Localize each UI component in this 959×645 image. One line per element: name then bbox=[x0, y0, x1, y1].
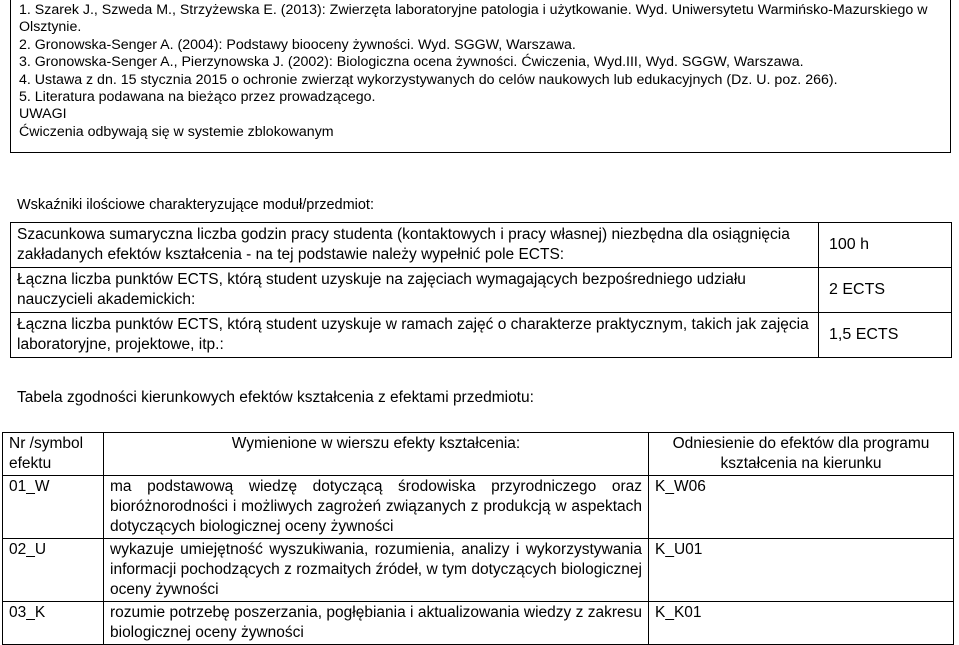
column-header-reference: Odniesienie do efektów dla programu kształcenia na kierunku bbox=[649, 433, 954, 476]
column-header-symbol: Nr /symbol efektu bbox=[3, 433, 104, 476]
effect-symbol: 02_U bbox=[3, 539, 104, 602]
table-row bbox=[3, 539, 954, 602]
literature-line: 3. Gronowska-Senger A., Pierzynowska J. (2002): Biologiczna ocena żywności. Ćwiczenia, Wyd.III, Wyd. SGGW, Warszawa. bbox=[19, 54, 804, 71]
literature-box bbox=[10, 0, 951, 153]
effect-reference: K_W06 bbox=[649, 476, 954, 539]
effect-symbol: 03_K bbox=[3, 602, 104, 645]
literature-line: 1. Szarek J., Szweda M., Strzyżewska E. (2013): Zwierzęta laboratoryjne patologia i użytkowanie. Wyd. Uniwersytetu Warmińsko-Mazurskiego w bbox=[19, 2, 928, 18]
literature-line: 2. Gronowska-Senger A. (2004): Podstawy biooceny żywności. Wyd. SGGW, Warszawa. bbox=[19, 36, 576, 53]
column-header-effects: Wymienione w wierszu efekty kształcenia: bbox=[104, 433, 649, 476]
effect-text: rozumie potrzebę poszerzania, pogłębiania i aktualizowania wiedzy z zakresu biologicznej oceny żywności bbox=[104, 602, 649, 645]
effect-reference: K_K01 bbox=[649, 602, 954, 645]
effect-text: wykazuje umiejętność wyszukiwania, rozumienia, analizy i wykorzystywania informacji pochodzących z rozmaitych źródeł, w tym dotyczących biologicznej oceny żywności bbox=[104, 539, 649, 602]
table-row bbox=[11, 313, 952, 358]
table-row bbox=[3, 476, 954, 539]
ects-value: 100 h bbox=[819, 223, 952, 268]
ects-value: 1,5 ECTS bbox=[819, 313, 952, 358]
ects-value: 2 ECTS bbox=[819, 268, 952, 313]
remarks-text: Ćwiczenia odbywają się w systemie zblokowanym bbox=[19, 123, 334, 140]
table-row bbox=[11, 223, 952, 268]
effect-text: ma podstawową wiedzę dotyczącą środowiska przyrodniczego oraz bioróżnorodności i możliwych zagrożeń związanych z produkcją w aspektach dotyczących biologicznej oceny żywności bbox=[104, 476, 649, 539]
ects-label: Szacunkowa sumaryczna liczba godzin pracy studenta (kontaktowych i pracy własnej) niezbędna dla osiągnięcia zakładanych efektów kształcenia - na tej podstawie należy wypełnić pole ECTS: bbox=[11, 223, 819, 268]
table-row bbox=[3, 602, 954, 645]
ects-label: Łączna liczba punktów ECTS, którą student uzyskuje na zajęciach wymagających bezpośredniego udziału nauczycieli akademickich: bbox=[11, 268, 819, 313]
literature-line: Olsztynie. bbox=[19, 19, 82, 36]
indicators-heading: Wskaźniki ilościowe charakteryzujące moduł/przedmiot: bbox=[17, 197, 374, 213]
effect-reference: K_U01 bbox=[649, 539, 954, 602]
compliance-heading: Tabela zgodności kierunkowych efektów kształcenia z efektami przedmiotu: bbox=[17, 389, 534, 406]
ects-label: Łączna liczba punktów ECTS, którą student uzyskuje w ramach zajęć o charakterze praktycznym, takich jak zajęcia laboratoryjne, projektowe, itp.: bbox=[11, 313, 819, 358]
table-row bbox=[11, 268, 952, 313]
effect-symbol: 01_W bbox=[3, 476, 104, 539]
table-header-row bbox=[3, 433, 954, 476]
remarks-heading: UWAGI bbox=[19, 106, 67, 123]
ects-table bbox=[10, 222, 952, 358]
literature-line: 4. Ustawa z dn. 15 stycznia 2015 o ochronie zwierząt wykorzystywanych do celów naukowych lub edukacyjnych (Dz. U. poz. 266). bbox=[19, 71, 838, 88]
literature-line: 5. Literatura podawana na bieżąco przez prowadzącego. bbox=[19, 89, 376, 106]
effects-table bbox=[2, 432, 954, 645]
